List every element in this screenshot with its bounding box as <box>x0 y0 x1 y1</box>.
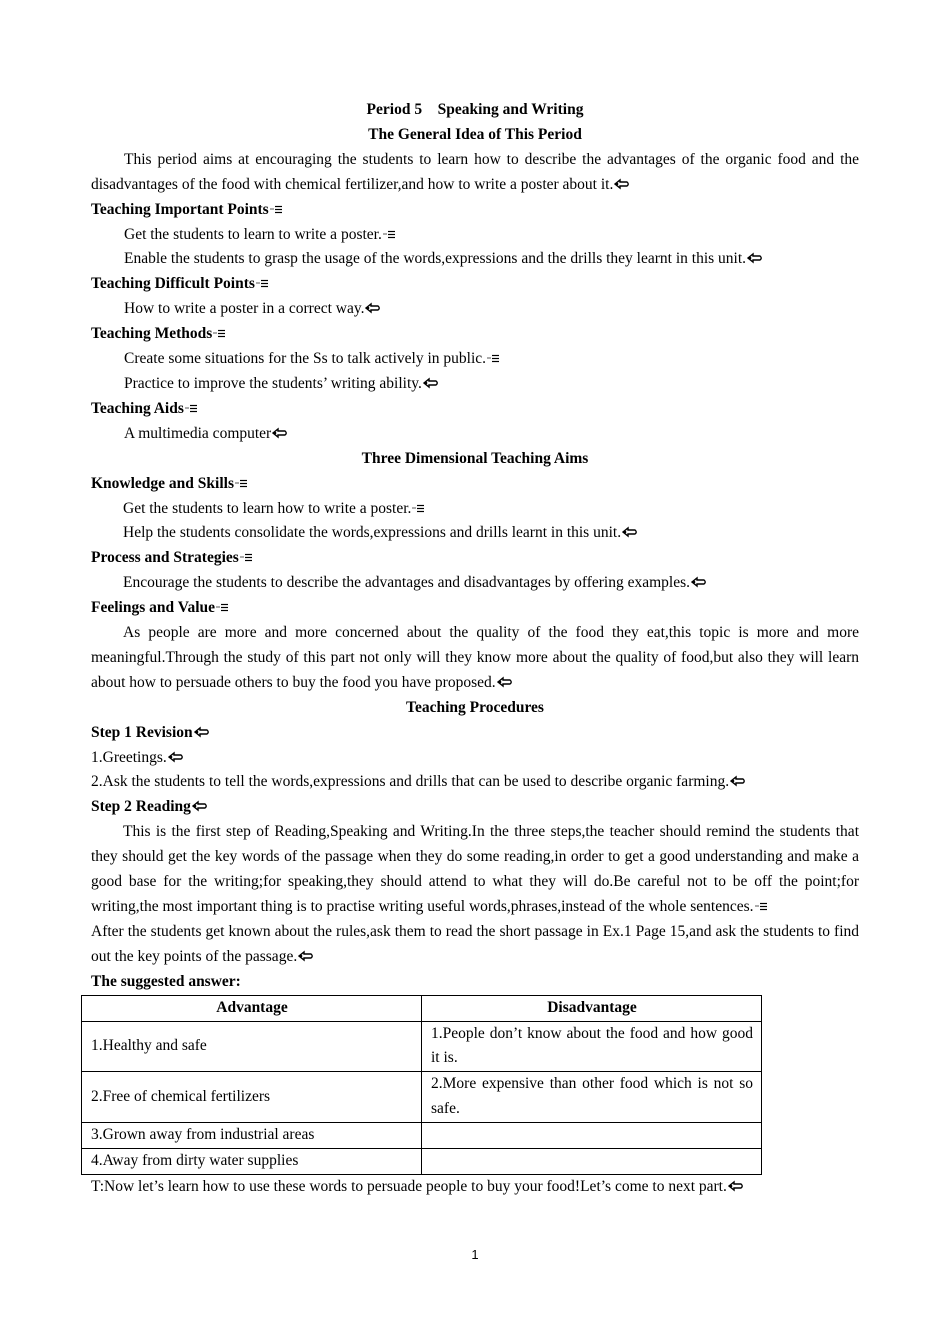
step1-item: 1.Greetings. <box>91 746 859 771</box>
section-heading-knowledge: Knowledge and Skills <box>91 472 859 497</box>
table-header-row <box>82 995 762 1021</box>
table-cell <box>422 1123 762 1149</box>
paragraph-mark-icon <box>168 751 184 763</box>
step2-paragraph: This is the first step of Reading,Speaking and Writing.In the three steps,the teacher should remind the students that they should get the key words of the passage when they do some reading,in order to get a good understanding and make a good base for the writing;for speaking,they should attend to what they will do.Be careful not to be off the point;for writing,the most important thing is to practise writing useful words,phrases,instead of the whole sentences. <box>91 823 859 915</box>
line-break-mark-icon <box>487 352 500 364</box>
line-break-mark-icon <box>235 477 248 489</box>
table-row <box>82 1072 762 1123</box>
paragraph-mark-icon <box>728 1180 744 1192</box>
paragraph-mark-icon <box>272 427 288 439</box>
suggested-answer-label: The suggested answer: <box>91 972 241 990</box>
general-idea-paragraph: This period aims at encouraging the students to learn how to describe the advantages of the organic food and the disadvantages of the food with chemical fertilizer,and how to write a poster about it. <box>91 150 859 193</box>
table-cell: 2.Free of chemical fertilizers <box>82 1072 422 1123</box>
table-row <box>82 1123 762 1149</box>
line-break-mark-icon <box>240 551 253 563</box>
section-heading-aids: Teaching Aids <box>91 397 859 422</box>
step2-instructions: After the students get known about the rules,ask them to read the short passage in Ex.1 Page 15,and ask the students to find out the key points of the passage. <box>91 922 859 965</box>
paragraph-mark-icon <box>614 178 630 190</box>
section-heading-methods: Teaching Methods <box>91 322 859 347</box>
paragraph-mark-icon <box>730 775 746 787</box>
method-item: Create some situations for the Ss to talk actively in public. <box>91 347 859 372</box>
line-break-mark-icon <box>755 900 768 912</box>
line-break-mark-icon <box>213 327 226 339</box>
closing-line: T:Now let’s learn how to use these words to persuade people to buy your food!Let’s come to next part. <box>91 1175 859 1200</box>
process-item: Encourage the students to describe the advantages and disadvantages by offering examples. <box>91 571 859 596</box>
table-row <box>82 1149 762 1175</box>
section-heading-important-points: Teaching Important Points <box>91 198 859 223</box>
paragraph-mark-icon <box>423 377 439 389</box>
section-heading-difficult-points: Teaching Difficult Points <box>91 272 859 297</box>
table-cell: 1.Healthy and safe <box>82 1021 422 1072</box>
knowledge-item: Get the students to learn how to write a poster. <box>91 497 859 522</box>
table-cell: 2.More expensive than other food which is not so safe. <box>422 1072 762 1123</box>
step1-item: 2.Ask the students to tell the words,expressions and drills that can be used to describe organic farming. <box>91 770 859 795</box>
line-break-mark-icon <box>383 228 396 240</box>
table-cell: 3.Grown away from industrial areas <box>82 1123 422 1149</box>
important-point-item: Get the students to learn to write a poster. <box>91 223 859 248</box>
page-number: 1 <box>471 1247 479 1262</box>
line-break-mark-icon <box>256 277 269 289</box>
teaching-procedures-heading: Teaching Procedures <box>406 698 544 716</box>
section-heading-process: Process and Strategies <box>91 546 859 571</box>
paragraph-mark-icon <box>298 950 314 962</box>
page-title: Period 5 Speaking and Writing <box>366 101 584 118</box>
aid-item: A multimedia computer <box>91 422 859 447</box>
difficult-point-item: How to write a poster in a correct way. <box>91 297 859 322</box>
table-cell: 4.Away from dirty water supplies <box>82 1149 422 1175</box>
section-heading-feelings: Feelings and Value <box>91 596 859 621</box>
answer-table <box>81 995 762 1175</box>
paragraph-mark-icon <box>747 252 763 264</box>
line-break-mark-icon <box>412 502 425 514</box>
document-body <box>91 98 859 1200</box>
paragraph-mark-icon <box>622 526 638 538</box>
paragraph-mark-icon <box>365 302 381 314</box>
step1-heading: Step 1 Revision <box>91 721 859 746</box>
feelings-paragraph: As people are more and more concerned about the quality of the food they eat,this topic is more and more meaningful.Through the study of this part not only will they know more about the quality of food,but also they will learn about how to persuade others to buy the food you have proposed. <box>91 624 859 691</box>
line-break-mark-icon <box>185 402 198 414</box>
general-idea-heading: The General Idea of This Period <box>368 125 582 143</box>
table-row <box>82 1021 762 1072</box>
table-cell <box>422 1149 762 1175</box>
paragraph-mark-icon <box>691 576 707 588</box>
table-header-disadvantage: Disadvantage <box>422 995 762 1021</box>
step2-heading: Step 2 Reading <box>91 795 859 820</box>
three-dimensional-aims-heading: Three Dimensional Teaching Aims <box>361 449 589 467</box>
line-break-mark-icon <box>270 203 283 215</box>
table-cell: 1.People don’t know about the food and how good it is. <box>422 1021 762 1072</box>
line-break-mark-icon <box>216 601 229 613</box>
paragraph-mark-icon <box>194 726 210 738</box>
knowledge-item: Help the students consolidate the words,expressions and drills learnt in this unit. <box>91 521 859 546</box>
paragraph-mark-icon <box>192 800 208 812</box>
important-point-item: Enable the students to grasp the usage of the words,expressions and the drills they learnt in this unit. <box>91 247 859 272</box>
method-item: Practice to improve the students’ writing ability. <box>91 372 859 397</box>
table-header-advantage: Advantage <box>82 995 422 1021</box>
paragraph-mark-icon <box>497 676 513 688</box>
